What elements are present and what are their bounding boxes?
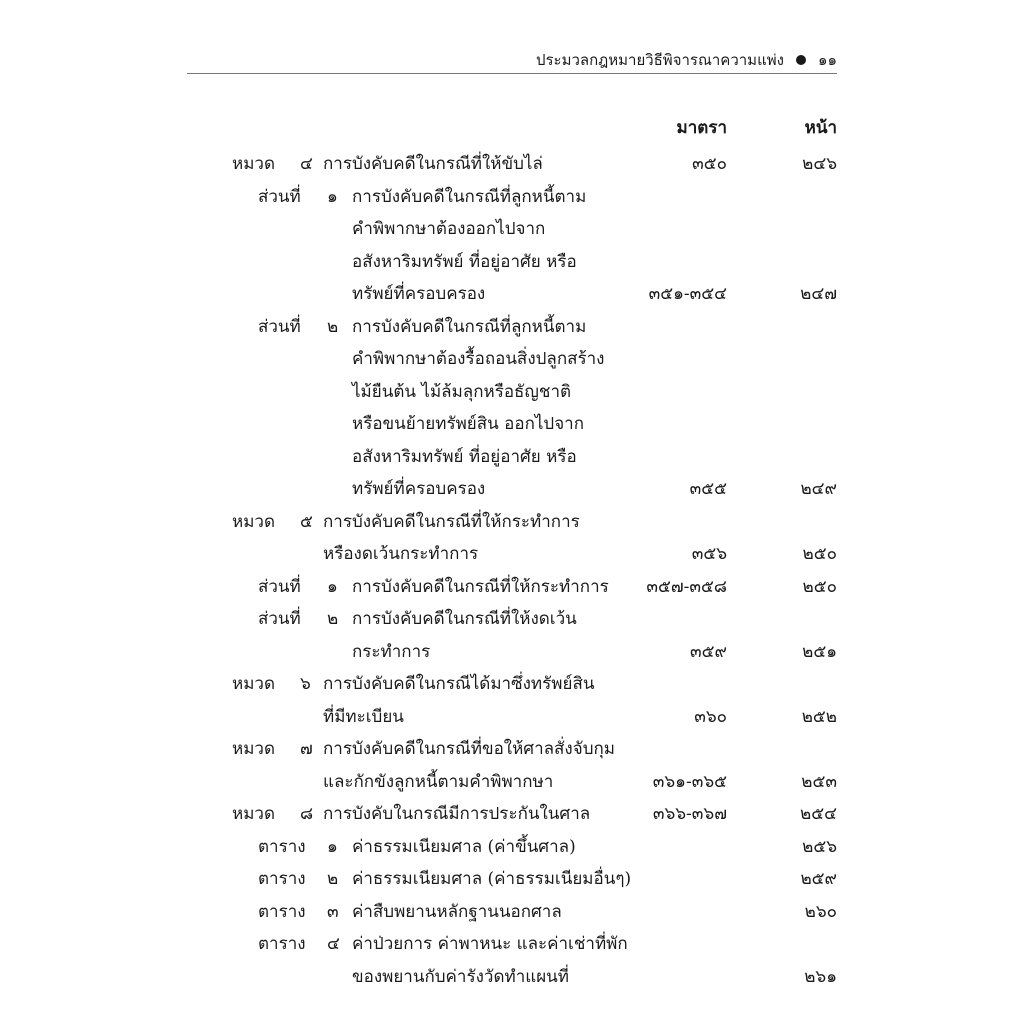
toc-entry-section: ๓๕๑-๓๕๔: [648, 284, 727, 304]
toc-entry-title: และกักขังลูกหนี้ตามคำพิพากษา: [323, 771, 554, 792]
toc-entry-number: ๒: [327, 869, 339, 889]
toc-entry-page: ๒๕๓: [801, 771, 837, 792]
toc-entry-number: ๑: [327, 186, 338, 207]
bullet-icon: [796, 55, 806, 65]
toc-entry-title: ค่าป่วยการ ค่าพาหนะ และค่าเช่าที่พัก: [352, 934, 628, 954]
toc-entry: [0, 796, 1024, 829]
toc-entry-section: ๓๕๗-๓๕๘: [646, 576, 727, 597]
toc-entry-title: ค่าสืบพยานหลักฐานนอกศาล: [352, 901, 562, 922]
toc-entry-title: การบังคับคดีในกรณีที่ลูกหนี้ตาม: [352, 316, 587, 337]
toc-entry-section: ๓๕๙: [690, 641, 727, 662]
toc-entry-label: ตาราง: [258, 901, 306, 922]
toc-entry-title: ทรัพย์ที่ครอบครอง: [352, 284, 486, 304]
toc-entry: [0, 471, 1024, 504]
toc-entry-page: ๒๕๐: [802, 576, 837, 597]
toc-entry-section: ๓๖๐: [694, 706, 727, 727]
toc-entry-label: หมวด: [232, 154, 275, 174]
table-of-contents: [0, 146, 1024, 991]
toc-entry-title: อสังหาริมทรัพย์ ที่อยู่อาศัย หรือ: [352, 446, 577, 467]
toc-entry-title: การบังคับคดีในกรณีที่ขอให้ศาลสั่งจับกุม: [323, 739, 615, 759]
toc-entry: [0, 699, 1024, 732]
toc-entry-title: การบังคับคดีในกรณีได้มาซึ่งทรัพย์สิน: [323, 674, 595, 694]
toc-entry-label: หมวด: [232, 674, 275, 694]
toc-entry-number: ๒: [327, 316, 339, 337]
toc-entry-number: ๔: [300, 154, 313, 174]
toc-entry-page: ๒๕๒: [801, 706, 837, 727]
toc-entry: [0, 439, 1024, 472]
toc-entry-number: ๓: [327, 901, 339, 922]
toc-entry: [0, 146, 1024, 179]
toc-entry: [0, 211, 1024, 244]
toc-entry: [0, 179, 1024, 212]
toc-entry-title: การบังคับคดีในกรณีที่ให้กระทำการ: [323, 511, 580, 532]
toc-entry-label: ส่วนที่: [258, 186, 301, 207]
toc-entry-label: หมวด: [232, 511, 275, 532]
toc-entry-number: ๑: [327, 576, 338, 597]
toc-entry-title: การบังคับคดีในกรณีที่ลูกหนี้ตาม: [352, 186, 587, 207]
toc-entry-page: ๒๕๔: [800, 804, 837, 824]
toc-entry-label: ตาราง: [258, 869, 306, 889]
toc-entry-title: คำพิพากษาต้องรื้อถอนสิ่งปลูกสร้าง: [352, 349, 605, 369]
toc-entry: [0, 959, 1024, 992]
column-header-section: มาตรา: [676, 118, 727, 138]
toc-entry-title: ที่มีทะเบียน: [323, 706, 404, 727]
toc-entry-number: ๕: [300, 511, 313, 532]
toc-entry: [0, 634, 1024, 667]
toc-entry-number: ๘: [300, 804, 314, 824]
toc-entry: [0, 829, 1024, 862]
toc-entry-page: ๒๔๖: [802, 154, 837, 174]
toc-entry-title: ไม้ยืนต้น ไม้ล้มลุกหรือธัญชาติ: [352, 381, 572, 402]
toc-entry: [0, 374, 1024, 407]
toc-entry-title: การบังคับคดีในกรณีที่ให้ขับไล่: [323, 154, 543, 174]
column-header-page: หน้า: [804, 118, 837, 138]
toc-entry: [0, 504, 1024, 537]
toc-entry-title: การบังคับคดีในกรณีที่ให้กระทำการ: [352, 576, 609, 597]
toc-entry: [0, 276, 1024, 309]
toc-entry: [0, 244, 1024, 277]
toc-entry-label: ส่วนที่: [258, 576, 301, 597]
toc-entry-title: ทรัพย์ที่ครอบครอง: [352, 479, 486, 499]
toc-entry-title: การบังคับคดีในกรณีที่ให้งดเว้น: [352, 609, 577, 629]
toc-entry: [0, 861, 1024, 894]
toc-entry-page: ๒๕๙: [800, 869, 837, 889]
toc-entry: [0, 666, 1024, 699]
toc-entry-title: หรืองดเว้นกระทำการ: [323, 544, 479, 564]
toc-entry-title: อสังหาริมทรัพย์ ที่อยู่อาศัย หรือ: [352, 251, 577, 272]
toc-entry-number: ๗: [300, 739, 313, 759]
toc-entry-label: ส่วนที่: [258, 609, 301, 629]
toc-entry: [0, 894, 1024, 927]
toc-entry-number: ๖: [300, 674, 311, 694]
toc-entry: [0, 309, 1024, 342]
toc-entry-title: หรือขนย้ายทรัพย์สิน ออกไปจาก: [352, 414, 585, 434]
toc-entry: [0, 731, 1024, 764]
toc-entry-title: คำพิพากษาต้องออกไปจาก: [352, 219, 546, 239]
toc-entry-page: ๒๖๑: [804, 966, 837, 987]
toc-entry-label: ตาราง: [258, 836, 306, 857]
toc-entry-title: กระทำการ: [352, 641, 431, 662]
toc-entry-page: ๒๖๐: [804, 901, 837, 922]
toc-entry: [0, 926, 1024, 959]
toc-entry-page: ๒๔๙: [800, 479, 837, 499]
toc-entry-page: ๒๕๑: [802, 641, 837, 662]
toc-entry-label: ส่วนที่: [258, 316, 301, 337]
toc-entry: [0, 601, 1024, 634]
toc-entry: [0, 536, 1024, 569]
toc-entry-section: ๓๕๖: [691, 544, 727, 564]
toc-entry-title: ของพยานกับค่ารังวัดทำแผนที่: [352, 966, 569, 987]
toc-entry-title: การบังคับในกรณีมีการประกันในศาล: [323, 804, 591, 824]
running-header: [536, 48, 837, 72]
toc-entry-number: ๑: [327, 836, 338, 857]
toc-entry-label: หมวด: [232, 739, 275, 759]
toc-entry: [0, 569, 1024, 602]
toc-entry-number: ๒: [327, 609, 339, 629]
toc-entry-section: ๓๖๑-๓๖๕: [652, 771, 727, 792]
header-rule: [187, 73, 837, 74]
toc-entry-title: ค่าธรรมเนียมศาล (ค่าธรรมเนียมอื่นๆ): [352, 869, 632, 889]
toc-entry: [0, 406, 1024, 439]
page-number: ๑๑: [817, 51, 837, 69]
toc-entry-label: ตาราง: [258, 934, 306, 954]
toc-entry-page: ๒๔๗: [800, 284, 837, 304]
toc-entry-section: ๓๖๖-๓๖๗: [652, 804, 727, 824]
toc-entry-title: ค่าธรรมเนียมศาล (ค่าขึ้นศาล): [352, 836, 576, 857]
toc-entry-label: หมวด: [232, 804, 275, 824]
toc-entry-number: ๔: [327, 934, 340, 954]
toc-entry-page: ๒๕๐: [802, 544, 837, 564]
toc-entry: [0, 764, 1024, 797]
toc-entry-page: ๒๕๖: [802, 836, 837, 857]
toc-entry: [0, 341, 1024, 374]
toc-entry-section: ๓๕๐: [692, 154, 727, 174]
running-title: ประมวลกฎหมายวิธีพิจารณาความแพ่ง: [535, 51, 784, 69]
toc-entry-section: ๓๕๕: [689, 479, 727, 499]
